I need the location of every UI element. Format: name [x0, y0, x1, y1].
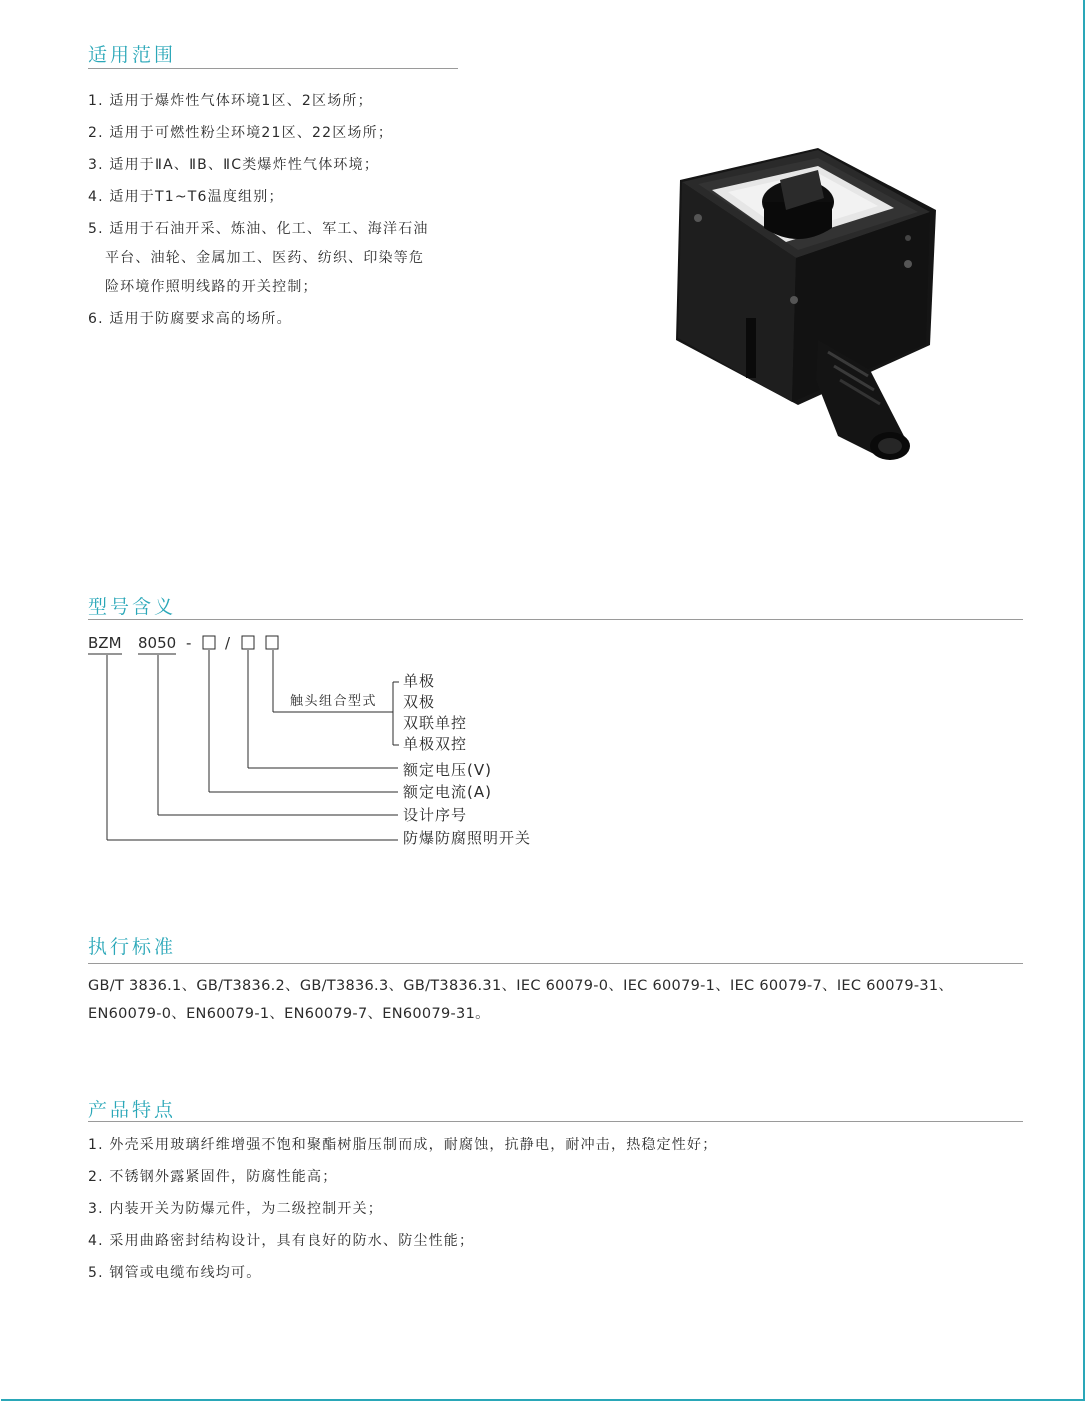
list-item: 4. 适用于T1~T6温度组别； — [88, 189, 284, 205]
model-dash: - — [186, 634, 192, 652]
list-item: 2. 适用于可燃性粉尘环境21区、22区场所； — [88, 125, 394, 141]
list-item: 1. 适用于爆炸性气体环境1区、2区场所； — [88, 93, 373, 109]
model-series: 8050 — [138, 634, 177, 652]
contact-option: 单极双控 — [403, 735, 468, 753]
section-divider — [88, 1121, 1023, 1122]
model-prefix: BZM — [88, 634, 122, 652]
list-item: 6. 适用于防腐要求高的场所。 — [88, 311, 292, 327]
standards-text — [88, 972, 1008, 1028]
list-item: 险环境作照明线路的开关控制； — [88, 279, 318, 295]
list-item: 5. 钢管或电缆布线均可。 — [88, 1265, 262, 1281]
list-item: 1. 外壳采用玻璃纤维增强不饱和聚酯树脂压制而成，耐腐蚀，抗静电，耐冲击，热稳定性好； — [88, 1137, 718, 1153]
list-item: 2. 不锈钢外露紧固件，防腐性能高； — [88, 1169, 338, 1185]
contact-option: 双联单控 — [403, 714, 468, 732]
section-title-standards: 执行标准 — [88, 936, 177, 958]
section-divider — [88, 963, 1023, 964]
scope-list — [88, 90, 429, 340]
section-title-features: 产品特点 — [88, 1099, 177, 1121]
features-list — [88, 1134, 717, 1294]
label-rated-current: 额定电流(A) — [403, 783, 492, 801]
section-divider — [88, 619, 1023, 620]
label-product-name: 防爆防腐照明开关 — [403, 829, 532, 847]
label-rated-voltage: 额定电压(V) — [403, 761, 492, 779]
list-item: 4. 采用曲路密封结构设计，具有良好的防水、防尘性能； — [88, 1233, 475, 1249]
standards-line: GB/T 3836.1、GB/T3836.2、GB/T3836.3、GB/T3836.31、IEC 60079-0、IEC 60079-1、IEC 60079-7、IEC 60079-31、 — [88, 978, 954, 994]
label-design-number: 设计序号 — [403, 806, 468, 824]
contact-option: 单极 — [403, 672, 436, 690]
section-title-model: 型号含义 — [88, 596, 177, 618]
list-item: 3. 适用于ⅡA、ⅡB、ⅡC类爆炸性气体环境； — [88, 157, 380, 173]
section-title-scope: 适用范围 — [88, 44, 177, 66]
model-slash: / — [225, 634, 231, 652]
product-image — [668, 140, 948, 470]
contact-option: 双极 — [403, 693, 436, 711]
standards-line: EN60079-0、EN60079-1、EN60079-7、EN60079-31。 — [88, 1006, 490, 1022]
list-item: 平台、油轮、金属加工、医药、纺织、印染等危 — [88, 250, 425, 266]
list-item: 3. 内装开关为防爆元件，为二级控制开关； — [88, 1201, 384, 1217]
list-item: 5. 适用于石油开采、炼油、化工、军工、海洋石油 — [88, 221, 429, 237]
contact-label: 触头组合型式 — [290, 694, 378, 709]
section-divider — [88, 68, 458, 69]
